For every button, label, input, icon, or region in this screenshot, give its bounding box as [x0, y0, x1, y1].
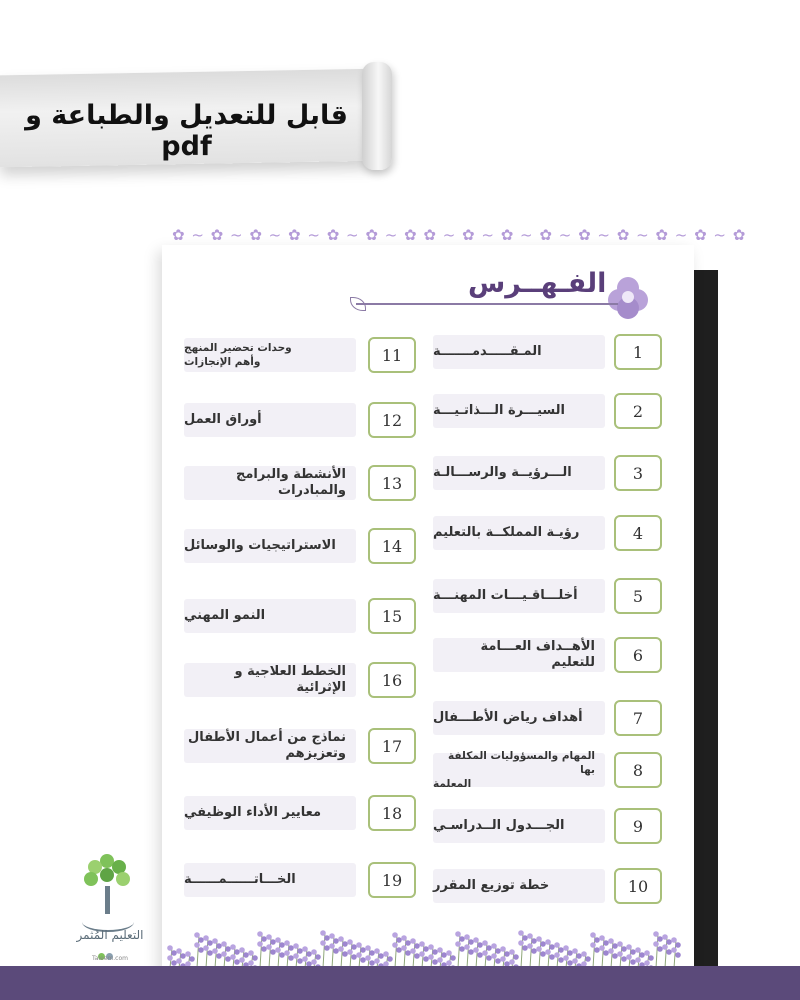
logo — [64, 852, 156, 962]
lavender-bud — [225, 956, 231, 962]
index-label-line: الاستراتيجيات والوسائل — [184, 538, 336, 553]
lavender-bud — [401, 945, 407, 951]
lavender-bud — [423, 946, 429, 952]
index-label-line: المهام والمسؤوليات المكلفة بها — [448, 750, 595, 776]
lavender-bud — [675, 952, 681, 958]
lavender-bud — [257, 931, 263, 937]
lavender-bud — [671, 947, 677, 953]
lavender-bud — [549, 954, 555, 960]
lavender-bud — [261, 936, 267, 942]
lavender-bud — [311, 949, 317, 955]
lavender-bud — [306, 951, 312, 957]
index-label-line: وأهم الإنجازات — [184, 356, 261, 368]
ribbon-curl — [362, 62, 392, 170]
lavender-bud — [527, 933, 533, 939]
lavender-bud — [450, 955, 456, 961]
lavender-bud — [527, 943, 533, 949]
lavender-bud — [590, 942, 596, 948]
index-label-line: المعلمة — [433, 778, 472, 790]
index-label-line: أهداف رياض الأطـــفال — [433, 710, 583, 725]
lavender-bud — [356, 952, 362, 958]
lavender-bud — [522, 945, 528, 951]
lavender-bud — [612, 953, 618, 959]
lavender-bud — [549, 944, 555, 950]
lavender-bud — [639, 952, 645, 958]
index-number-16: 16 — [368, 662, 416, 698]
index-label-3 — [433, 456, 605, 490]
lavender-bud — [396, 937, 402, 943]
lavender-bud — [419, 951, 425, 957]
lavender-bud — [392, 942, 398, 948]
lavender-bud — [473, 937, 479, 943]
lavender-bud — [374, 958, 380, 964]
index-label-7 — [433, 701, 605, 735]
index-label-12 — [184, 403, 356, 437]
lavender-bud — [423, 956, 429, 962]
lavender-bud — [536, 936, 542, 942]
lavender-bud — [599, 935, 605, 941]
index-label-6 — [433, 638, 605, 672]
index-number-6: 6 — [614, 637, 662, 673]
lavender-bud — [504, 951, 510, 957]
lavender-bud — [455, 941, 461, 947]
lavender-bud — [221, 951, 227, 957]
lavender-bud — [540, 941, 546, 947]
lavender-bud — [518, 930, 524, 936]
index-number-12: 12 — [368, 402, 416, 438]
lavender-bud — [356, 942, 362, 948]
lavender-bud — [171, 950, 177, 956]
lavender-bud — [329, 943, 335, 949]
lavender-bud — [266, 934, 272, 940]
lavender-bud — [495, 958, 501, 964]
lavender-bud — [360, 947, 366, 953]
lavender-bud — [365, 945, 371, 951]
lavender-bud — [531, 948, 537, 954]
index-label-line: أوراق العمل — [184, 412, 262, 427]
lavender-bud — [297, 948, 303, 954]
index-label-line: أخلـــاقـيـــات المهنـــة — [433, 588, 578, 603]
lavender-bud — [509, 949, 515, 955]
lavender-bud — [468, 939, 474, 945]
index-number-1: 1 — [614, 334, 662, 370]
index-number-3: 3 — [614, 455, 662, 491]
index-label-8 — [433, 750, 605, 790]
lavender-bud — [185, 951, 191, 957]
lavender-bud — [635, 947, 641, 953]
index-number-9: 9 — [614, 808, 662, 844]
lavender-bud — [522, 935, 528, 941]
index-label-4 — [433, 516, 605, 550]
index-label-19 — [184, 863, 356, 897]
lavender-bud — [351, 944, 357, 950]
lavender-bud — [257, 941, 263, 947]
index-label-line: الخطط العلاجية و الإثرائية — [234, 664, 346, 695]
lavender-bud — [248, 960, 254, 966]
lavender-bud — [567, 950, 573, 956]
lavender-bud — [446, 960, 452, 966]
index-label-line: نماذج من أعمال الأطفال وتعزيزهم — [188, 730, 346, 761]
lavender-bud — [432, 959, 438, 965]
lavender-bud — [207, 950, 213, 956]
lavender-bud — [383, 951, 389, 957]
lavender-bud — [293, 943, 299, 949]
lavender-bud — [657, 946, 663, 952]
lavender-bud — [572, 958, 578, 964]
lavender-bud — [428, 944, 434, 950]
index-label-16 — [184, 663, 356, 697]
lavender-bud — [455, 931, 461, 937]
lavender-bud — [563, 955, 569, 961]
lavender-bud — [648, 955, 654, 961]
lavender-bud — [392, 932, 398, 938]
lavender-border — [166, 918, 680, 968]
title-underline — [356, 303, 618, 305]
lavender-bud — [297, 958, 303, 964]
lavender-bud — [666, 939, 672, 945]
lavender-bud — [261, 946, 267, 952]
lavender-bud — [410, 948, 416, 954]
lavender-bud — [212, 948, 218, 954]
lavender-bud — [324, 945, 330, 951]
index-number-17: 17 — [368, 728, 416, 764]
index-label-15 — [184, 599, 356, 633]
lavender-bud — [279, 952, 285, 958]
lavender-bud — [554, 942, 560, 948]
index-label-17 — [184, 729, 356, 763]
lavender-bud — [216, 953, 222, 959]
lavender-bud — [239, 957, 245, 963]
lavender-bud — [491, 943, 497, 949]
index-label-line: وحدات تحضير المنهج — [184, 342, 292, 354]
lavender-bud — [558, 947, 564, 953]
index-label-line: خطة توزيع المقرر — [433, 878, 550, 893]
lavender-bud — [603, 940, 609, 946]
index-label-5 — [433, 579, 605, 613]
index-label-2 — [433, 394, 605, 428]
lavender-bud — [486, 955, 492, 961]
index-title: الفـهــرس — [468, 268, 607, 299]
lavender-bud — [630, 959, 636, 965]
lavender-bud — [311, 959, 317, 965]
index-label-line: الخـــاتــــــمــــــة — [184, 872, 296, 887]
index-number-15: 15 — [368, 598, 416, 634]
banner-title: قابل للتعديل والطباعة و pdf — [25, 100, 348, 162]
lavender-bud — [320, 940, 326, 946]
tree-icon — [84, 854, 130, 890]
lavender-bud — [405, 940, 411, 946]
index-label-10 — [433, 869, 605, 903]
lavender-bud — [203, 935, 209, 941]
lavender-bud — [599, 945, 605, 951]
lavender-bud — [662, 944, 668, 950]
lavender-bud — [207, 940, 213, 946]
lavender-bud — [594, 937, 600, 943]
lavender-bud — [621, 956, 627, 962]
lavender-bud — [180, 953, 186, 959]
lavender-bud — [275, 937, 281, 943]
lavender-bud — [509, 959, 515, 965]
lavender-bud — [675, 942, 681, 948]
index-label-13 — [184, 466, 356, 500]
lavender-bud — [243, 952, 249, 958]
lavender-bud — [387, 956, 393, 962]
lavender-bud — [338, 936, 344, 942]
lavender-bud — [608, 948, 614, 954]
lavender-bud — [419, 941, 425, 947]
lavender-bud — [653, 941, 659, 947]
lavender-bud — [369, 960, 375, 966]
lavender-bud — [203, 945, 209, 951]
lavender-bud — [198, 937, 204, 943]
lavender-bud — [657, 936, 663, 942]
index-label-line: النمو المهني — [184, 608, 266, 623]
lavender-bud — [234, 959, 240, 965]
lavender-bud — [630, 949, 636, 955]
lavender-bud — [234, 949, 240, 955]
lavender-bud — [284, 940, 290, 946]
lavender-bud — [513, 954, 519, 960]
lavender-bud — [653, 931, 659, 937]
logo-url: Taleem.com — [92, 955, 128, 962]
lavender-bud — [581, 951, 587, 957]
lavender-bud — [617, 941, 623, 947]
lavender-bud — [464, 934, 470, 940]
lavender-bud — [558, 957, 564, 963]
lavender-bud — [342, 951, 348, 957]
lavender-bud — [608, 938, 614, 944]
index-number-2: 2 — [614, 393, 662, 429]
lavender-bud — [347, 949, 353, 955]
index-label-1 — [433, 335, 605, 369]
lavender-bud — [414, 943, 420, 949]
index-label-line: الأنشطة والبرامج والمبادرات — [235, 467, 346, 498]
banner-ribbon — [0, 62, 392, 172]
lavender-bud — [338, 946, 344, 952]
lavender-bud — [266, 944, 272, 950]
lavender-bud — [365, 955, 371, 961]
index-label-11 — [184, 338, 356, 372]
lavender-bud — [329, 933, 335, 939]
lavender-bud — [221, 941, 227, 947]
lavender-bud — [459, 936, 465, 942]
lavender-bud — [437, 957, 443, 963]
index-label-line: الـــرؤيــة والرســـالـة — [433, 465, 572, 480]
bottom-band — [0, 966, 800, 1000]
lavender-bud — [446, 950, 452, 956]
lavender-bud — [486, 945, 492, 951]
lavender-bud — [216, 943, 222, 949]
lavender-bud — [464, 944, 470, 950]
index-number-4: 4 — [614, 515, 662, 551]
lavender-bud — [554, 952, 560, 958]
lavender-bud — [603, 950, 609, 956]
lavender-bud — [590, 932, 596, 938]
lavender-bud — [189, 956, 195, 962]
lavender-bud — [284, 950, 290, 956]
lavender-bud — [482, 950, 488, 956]
index-label-line: رؤيـة المملكــة بالتعليم — [433, 525, 580, 540]
lavender-bud — [612, 943, 618, 949]
lavender-bud — [545, 949, 551, 955]
lavender-bud — [360, 957, 366, 963]
lavender-bud — [401, 935, 407, 941]
lavender-bud — [198, 947, 204, 953]
lavender-bud — [666, 949, 672, 955]
index-label-9 — [433, 809, 605, 843]
lavender-bud — [626, 944, 632, 950]
lavender-bud — [428, 954, 434, 960]
index-label-line: السيـــرة الـــذاتـيـــة — [433, 403, 565, 418]
lavender-bud — [288, 955, 294, 961]
lavender-bud — [644, 960, 650, 966]
lavender-bud — [576, 953, 582, 959]
lavender-bud — [230, 954, 236, 960]
index-number-5: 5 — [614, 578, 662, 614]
lavender-bud — [531, 938, 537, 944]
lavender-bud — [212, 938, 218, 944]
lavender-bud — [171, 960, 177, 966]
lavender-bud — [482, 940, 488, 946]
lavender-bud — [324, 935, 330, 941]
lavender-bud — [540, 951, 546, 957]
lavender-bud — [315, 954, 321, 960]
lavender-bud — [351, 954, 357, 960]
tree-trunk — [105, 886, 110, 914]
lavender-bud — [567, 960, 573, 966]
lavender-bud — [194, 942, 200, 948]
lavender-bud — [347, 939, 353, 945]
index-number-18: 18 — [368, 795, 416, 831]
index-label-line: الجـــدول الــدراسـي — [433, 818, 565, 833]
lavender-bud — [239, 947, 245, 953]
lavender-bud — [437, 947, 443, 953]
lavender-bud — [518, 940, 524, 946]
lavender-bud — [378, 953, 384, 959]
lavender-bud — [495, 948, 501, 954]
lavender-bud — [288, 945, 294, 951]
index-label-line: المـقـــــدمـــــــة — [433, 344, 542, 359]
lavender-bud — [396, 947, 402, 953]
lavender-bud — [320, 930, 326, 936]
lavender-bud — [167, 955, 173, 961]
lavender-bud — [293, 953, 299, 959]
lavender-bud — [441, 952, 447, 958]
lavender-bud — [176, 958, 182, 964]
lavender-bud — [585, 956, 591, 962]
lavender-bud — [194, 932, 200, 938]
lavender-bud — [473, 947, 479, 953]
lavender-bud — [279, 942, 285, 948]
floral-border: ✿ ~ ✿ ~ ✿ ~ ✿ ~ ✿ ~ ✿ ~ ✿ ✿ ~ ✿ ~ ✿ ~ ✿ ~ ✿ ~ ✿ ~ ✿ ~ ✿ ~ ✿ — [172, 226, 747, 244]
lavender-bud — [252, 955, 258, 961]
index-label-line: معايير الأداء الوظيفي — [184, 805, 322, 820]
lavender-bud — [572, 948, 578, 954]
logo-name: التعليم المُثمر — [76, 928, 144, 942]
index-label-18 — [184, 796, 356, 830]
lavender-bud — [536, 946, 542, 952]
lavender-bud — [176, 948, 182, 954]
lavender-bud — [563, 945, 569, 951]
page-shadow — [692, 270, 718, 970]
lavender-bud — [626, 954, 632, 960]
lavender-bud — [617, 951, 623, 957]
lavender-bud — [500, 956, 506, 962]
lavender-bud — [270, 949, 276, 955]
lavender-bud — [500, 946, 506, 952]
lavender-bud — [405, 950, 411, 956]
index-label-14 — [184, 529, 356, 563]
index-label-line: الأهــداف العـــامة للتعليم — [480, 639, 595, 670]
lavender-bud — [333, 948, 339, 954]
lavender-bud — [594, 947, 600, 953]
lavender-bud — [333, 938, 339, 944]
lavender-bud — [468, 949, 474, 955]
index-number-8: 8 — [614, 752, 662, 788]
lavender-bud — [369, 950, 375, 956]
lavender-bud — [414, 953, 420, 959]
lavender-bud — [270, 939, 276, 945]
lavender-bud — [302, 956, 308, 962]
lavender-bud — [374, 948, 380, 954]
lavender-bud — [671, 937, 677, 943]
lavender-bud — [459, 946, 465, 952]
lavender-bud — [491, 953, 497, 959]
flower-icon — [608, 277, 648, 317]
lavender-bud — [432, 949, 438, 955]
lavender-bud — [302, 946, 308, 952]
lavender-bud — [621, 946, 627, 952]
lavender-bud — [248, 950, 254, 956]
lavender-bud — [342, 941, 348, 947]
lavender-bud — [477, 952, 483, 958]
lavender-bud — [230, 944, 236, 950]
index-number-19: 19 — [368, 862, 416, 898]
lavender-bud — [644, 950, 650, 956]
index-number-11: 11 — [368, 337, 416, 373]
index-number-13: 13 — [368, 465, 416, 501]
index-number-14: 14 — [368, 528, 416, 564]
lavender-bud — [662, 934, 668, 940]
lavender-bud — [410, 938, 416, 944]
index-number-10: 10 — [614, 868, 662, 904]
lavender-bud — [275, 947, 281, 953]
lavender-bud — [167, 945, 173, 951]
lavender-bud — [635, 957, 641, 963]
lavender-bud — [225, 946, 231, 952]
lavender-bud — [477, 942, 483, 948]
lavender-bud — [545, 939, 551, 945]
index-number-7: 7 — [614, 700, 662, 736]
